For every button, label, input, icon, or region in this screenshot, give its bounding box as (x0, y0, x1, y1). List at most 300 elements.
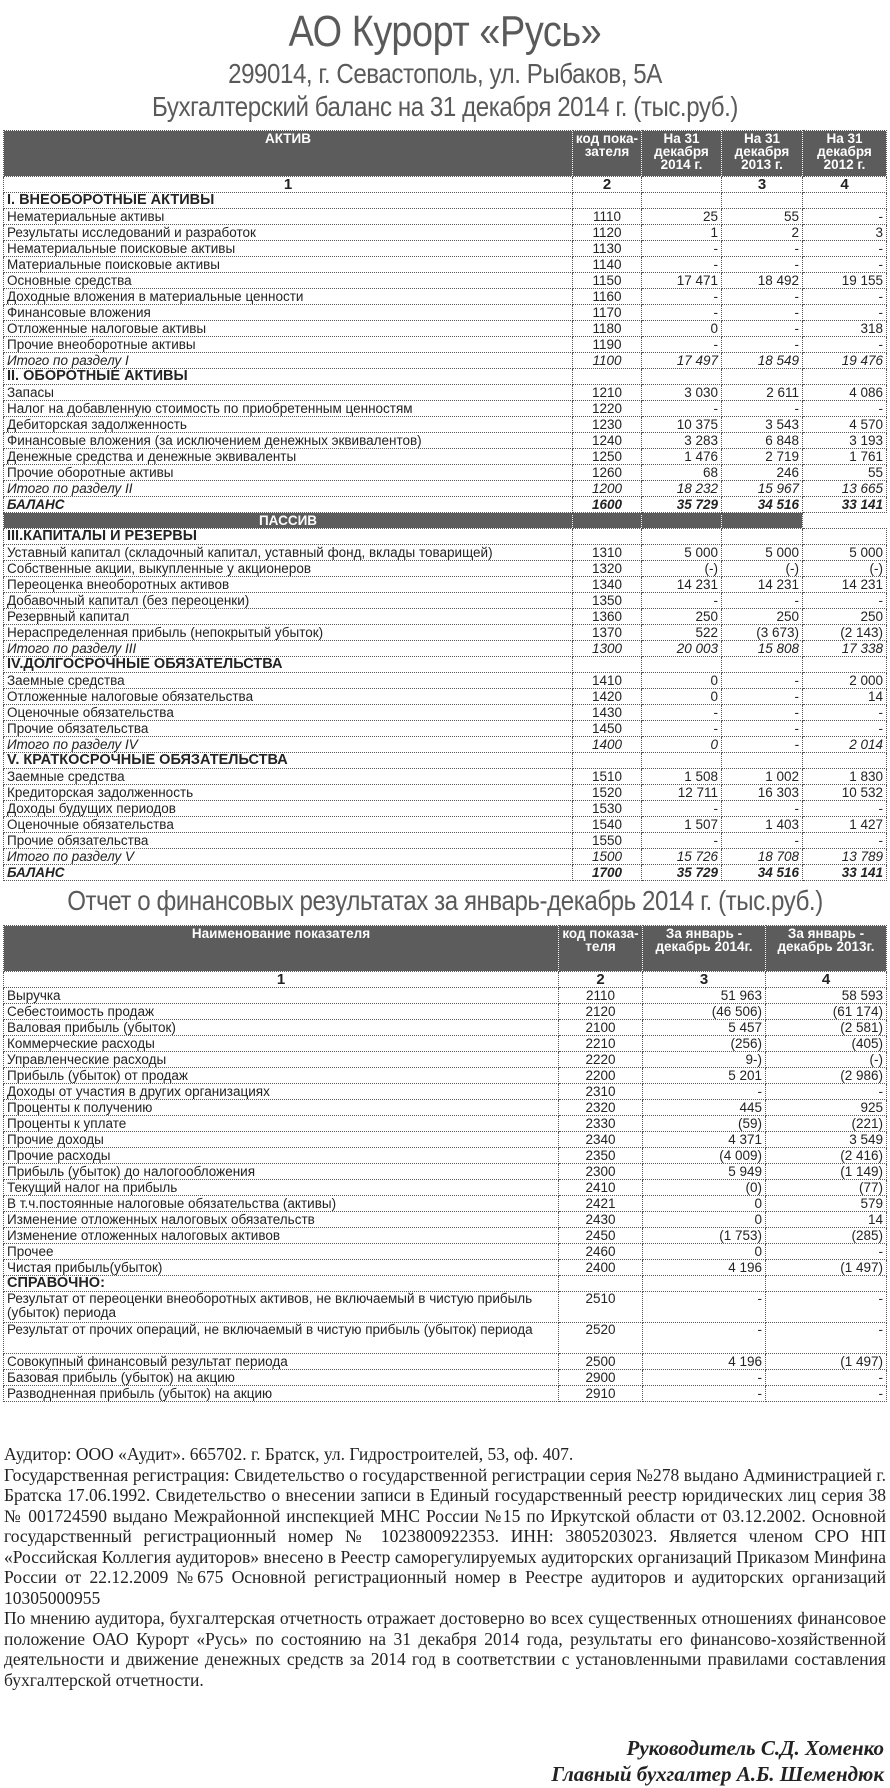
table-row (4, 721, 887, 737)
table-row (4, 577, 887, 593)
value-v2014: 4 196 (643, 1354, 766, 1370)
column-number-row (4, 177, 887, 193)
row-label: Прочие расходы (4, 1148, 559, 1164)
row-code: 2900 (559, 1370, 643, 1386)
value-v2012 (803, 529, 887, 545)
table-row (4, 225, 887, 241)
value-v2013: 6 848 (722, 433, 803, 449)
company-title: АО Курорт «Русь» (288, 7, 602, 56)
row-code: 1260 (573, 465, 642, 481)
value-v2013 (722, 529, 803, 545)
value-v2012: - (803, 257, 887, 273)
row-label: I. ВНЕОБОРОТНЫЕ АКТИВЫ (4, 193, 573, 209)
row-label: Отложенные налоговые активы (4, 321, 573, 337)
value-v2013: 3 549 (766, 1132, 887, 1148)
value-v2012: - (803, 289, 887, 305)
value-v2012: 19 476 (803, 353, 887, 369)
table-row (4, 561, 887, 577)
row-label: Результаты исследований и разработок (4, 225, 573, 241)
value-v2014: - (642, 241, 722, 257)
value-v2014: - (642, 289, 722, 305)
row-code (573, 529, 642, 545)
table-row (4, 1228, 887, 1244)
value-v2014: - (643, 1386, 766, 1402)
table-row (4, 833, 887, 849)
value-v2014: 14 231 (642, 577, 722, 593)
row-label: Отложенные налоговые обязательства (4, 689, 573, 705)
col-header-2013: За январь - декабрь 2013г. (766, 926, 887, 972)
section-header-row (4, 753, 887, 769)
value-v2013: 2 611 (722, 385, 803, 401)
value-v2014 (642, 369, 722, 385)
value-v2012: - (803, 705, 887, 721)
value-v2013: (3 673) (722, 625, 803, 641)
row-label: Запасы (4, 385, 573, 401)
value-v2014: 0 (642, 673, 722, 689)
row-label: Изменение отложенных налоговых активов (4, 1228, 559, 1244)
row-label: Чистая прибыль(убыток) (4, 1260, 559, 1276)
row-label: Оценочные обязательства (4, 817, 573, 833)
row-code: 1210 (573, 385, 642, 401)
row-label: Нематериальные активы (4, 209, 573, 225)
fin-results-body (4, 972, 887, 1402)
value-v2012: 55 (803, 465, 887, 481)
value-v2014: - (642, 401, 722, 417)
auditor-line: Аудитор: ООО «Аудит». 665702. г. Братск, ул. Гидростроителей, 53, оф. 407. (4, 1444, 574, 1464)
table-row (4, 273, 887, 289)
balance-body (4, 177, 887, 881)
value-v2014: 0 (642, 737, 722, 753)
value-v2014: 12 711 (642, 785, 722, 801)
value-v2014: 0 (643, 1244, 766, 1260)
table-row (4, 257, 887, 273)
col-header-2012: На 31 декабря 2012 г. (803, 131, 887, 177)
row-label: Собственные акции, выкупленные у акционеров (4, 561, 573, 577)
row-label: III.КАПИТАЛЫ И РЕЗЕРВЫ (4, 529, 573, 545)
row-code: 2310 (559, 1084, 643, 1100)
value-v2013: 15 808 (722, 641, 803, 657)
row-label: Уставный капитал (складочный капитал, уставный фонд, вклады товарищей) (4, 545, 573, 561)
row-code: 1600 (573, 497, 642, 513)
col-header-indicator: Наименование показателя (4, 926, 559, 972)
auditor-opinion: По мнению аудитора, бухгалтерская отчетность отражает достоверно во всех существенных отношениях финансовое положение ОАО Курорт «Русь» по состоянию на 31 декабря 2014 года, результаты его финансово-хозяйственной деятельности и движение денежных средств за 2014 год в соответствии с установленными правилами составления бухгалтерской отчетности. (4, 1608, 886, 1690)
value-v2014: (-) (642, 561, 722, 577)
company-address: 299014, г. Севастополь, ул. Рыбаков, 5А (228, 58, 662, 89)
table-row (4, 1068, 887, 1084)
row-code: 1530 (573, 801, 642, 817)
value-v2014: - (642, 721, 722, 737)
value-v2014: 17 497 (642, 353, 722, 369)
value-v2013: - (766, 1386, 887, 1402)
table-row (4, 545, 887, 561)
row-code: 1220 (573, 401, 642, 417)
value-v2014: 522 (642, 625, 722, 641)
value-v2013: - (766, 1370, 887, 1386)
row-code: 2200 (559, 1068, 643, 1084)
row-code: 2430 (559, 1212, 643, 1228)
table-row (4, 689, 887, 705)
value-v2013: 246 (722, 465, 803, 481)
value-v2013: 16 303 (722, 785, 803, 801)
value-v2014 (642, 657, 722, 673)
value-v2012: - (803, 801, 887, 817)
row-label: Доходы от участия в других организациях (4, 1084, 559, 1100)
table-row (4, 1004, 887, 1020)
row-label: Финансовые вложения (за исключением денежных эквивалентов) (4, 433, 573, 449)
row-code: 2100 (559, 1020, 643, 1036)
value-v2013: 2 (722, 225, 803, 241)
signature-accountant: Главный бухгалтер А.Б. Шемендюк (551, 1762, 884, 1786)
value-v2013 (722, 193, 803, 209)
row-label: Результат от прочих операций, не включаемый в чистую прибыль (убыток) периода (4, 1323, 559, 1354)
row-code: 2110 (559, 988, 643, 1004)
value-v2014: - (642, 593, 722, 609)
value-v2014: 1 (642, 225, 722, 241)
value-v2014 (642, 753, 722, 769)
row-code: 1520 (573, 785, 642, 801)
value-v2014: 5 000 (642, 545, 722, 561)
row-code: 2910 (559, 1386, 643, 1402)
value-v2012: 2 014 (803, 737, 887, 753)
value-v2013: 34 516 (722, 865, 803, 881)
row-code: 1450 (573, 721, 642, 737)
row-code: 1700 (573, 865, 642, 881)
table-row (4, 1292, 887, 1323)
band-cell (573, 513, 642, 529)
row-code: 2421 (559, 1196, 643, 1212)
value-v2014: 3 283 (642, 433, 722, 449)
row-label: Оценочные обязательства (4, 705, 573, 721)
table-row (4, 1386, 887, 1402)
value-v2013: 18 549 (722, 353, 803, 369)
table-row (4, 1020, 887, 1036)
value-v2014: 15 726 (642, 849, 722, 865)
table-row (4, 1180, 887, 1196)
section-header-row (4, 657, 887, 673)
table-row (4, 1244, 887, 1260)
table-row (4, 1036, 887, 1052)
table-row (4, 801, 887, 817)
row-code: 2410 (559, 1180, 643, 1196)
value-v2013: - (722, 241, 803, 257)
value-v2012 (803, 369, 887, 385)
row-code: 2510 (559, 1292, 643, 1323)
value-v2013: (405) (766, 1036, 887, 1052)
row-code: 1240 (573, 433, 642, 449)
row-code (573, 369, 642, 385)
row-code: 1350 (573, 593, 642, 609)
row-code: 1110 (573, 209, 642, 225)
value-v2014: 35 729 (642, 865, 722, 881)
row-code: 1430 (573, 705, 642, 721)
band-label: ПАССИВ (4, 513, 573, 529)
row-code: 1500 (573, 849, 642, 865)
section-header-row (4, 529, 887, 545)
table-row (4, 1116, 887, 1132)
row-label: IV.ДОЛГОСРОЧНЫЕ ОБЯЗАТЕЛЬСТВА (4, 657, 573, 673)
value-v2013 (766, 1276, 887, 1292)
row-code: 1180 (573, 321, 642, 337)
value-v2012: 1 427 (803, 817, 887, 833)
col-header-asset: АКТИВ (4, 131, 573, 177)
row-label: Прочие внеоборотные активы (4, 337, 573, 353)
col-number: 3 (643, 972, 766, 988)
col-number: 2 (559, 972, 643, 988)
col-number: 1 (4, 177, 573, 193)
table-row (4, 433, 887, 449)
value-v2014: - (643, 1370, 766, 1386)
value-v2014: - (642, 257, 722, 273)
value-v2013: - (722, 401, 803, 417)
row-code: 1170 (573, 305, 642, 321)
row-label: Кредиторская задолженность (4, 785, 573, 801)
value-v2012: 17 338 (803, 641, 887, 657)
row-label: Добавочный капитал (без переоценки) (4, 593, 573, 609)
value-v2012: - (803, 833, 887, 849)
value-v2014: - (642, 705, 722, 721)
value-v2013: 55 (722, 209, 803, 225)
value-v2014 (642, 529, 722, 545)
value-v2013: 14 (766, 1212, 887, 1228)
row-code (559, 1276, 643, 1292)
subtotal-row (4, 353, 887, 369)
table-row (4, 673, 887, 689)
table-row (4, 449, 887, 465)
col-number: 1 (4, 972, 559, 988)
table-row (4, 241, 887, 257)
value-v2014: (46 506) (643, 1004, 766, 1020)
value-v2014: (256) (643, 1036, 766, 1052)
row-code: 2120 (559, 1004, 643, 1020)
value-v2012 (803, 657, 887, 673)
row-label: Финансовые вложения (4, 305, 573, 321)
value-v2012: 4 570 (803, 417, 887, 433)
table-row (4, 1084, 887, 1100)
value-v2014: - (642, 305, 722, 321)
row-code (573, 193, 642, 209)
value-v2014: (59) (643, 1116, 766, 1132)
value-v2013: - (722, 593, 803, 609)
value-v2013: (61 174) (766, 1004, 887, 1020)
row-code: 1370 (573, 625, 642, 641)
section-header-row (4, 1276, 887, 1292)
value-v2013: (77) (766, 1180, 887, 1196)
value-v2013: - (722, 257, 803, 273)
value-v2012: 318 (803, 321, 887, 337)
table-row (4, 1370, 887, 1386)
value-v2013: - (766, 1244, 887, 1260)
value-v2012: 14 231 (803, 577, 887, 593)
table-row (4, 1132, 887, 1148)
value-v2014: - (642, 337, 722, 353)
row-code: 1510 (573, 769, 642, 785)
row-code: 2450 (559, 1228, 643, 1244)
row-label: Доходные вложения в материальные ценности (4, 289, 573, 305)
row-code: 1150 (573, 273, 642, 289)
value-v2014: 9-) (643, 1052, 766, 1068)
row-code: 1320 (573, 561, 642, 577)
value-v2014: - (643, 1292, 766, 1323)
value-v2014: 68 (642, 465, 722, 481)
row-label: Итого по разделу IV (4, 737, 573, 753)
value-v2012: 13 665 (803, 481, 887, 497)
financial-results-table (3, 925, 887, 1402)
row-code: 1340 (573, 577, 642, 593)
value-v2013 (722, 657, 803, 673)
row-code: 1120 (573, 225, 642, 241)
value-v2012 (803, 193, 887, 209)
total-row (4, 497, 887, 513)
value-v2014: (0) (643, 1180, 766, 1196)
row-label: Прочие оборотные активы (4, 465, 573, 481)
value-v2014: 0 (642, 321, 722, 337)
auditor-registration: Государственная регистрация: Свидетельство о государственной регистрации серия №278 выдано Администрацией г. Братска 17.06.1992. Свидетельство о внесении записи в Единый государственный реестр юридических лиц серия 38 № 001724590 выдано Межрайонной инспекцией МНС России №15 по Иркутской области от 03.12.2002. Основной государственный регистрационный номер № 1023800922353. ИНН: 3805203023. Является членом СРО НП «Российская Коллегия аудиторов» внесено в Реестр саморегулируемых аудиторских организаций Приказом Минфина России от 22.12.2009 №675 Основной регистрационный номер в Реестре аудиторов и аудиторских организаций 10305000955 (4, 1464, 886, 1608)
row-label: Итого по разделу I (4, 353, 573, 369)
subtotal-row (4, 481, 887, 497)
value-v2013: 58 593 (766, 988, 887, 1004)
table-row (4, 593, 887, 609)
table-row (4, 209, 887, 225)
value-v2012: (2 143) (803, 625, 887, 641)
row-label: Проценты к уплате (4, 1116, 559, 1132)
table-row (4, 1260, 887, 1276)
table-row (4, 988, 887, 1004)
table-row (4, 1212, 887, 1228)
value-v2013: - (722, 337, 803, 353)
row-code: 1300 (573, 641, 642, 657)
table-row (4, 785, 887, 801)
value-v2013: - (722, 721, 803, 737)
value-v2013: - (722, 289, 803, 305)
value-v2013 (722, 369, 803, 385)
row-code: 1250 (573, 449, 642, 465)
row-code: 2300 (559, 1164, 643, 1180)
fin-results-title: Отчет о финансовых результатах за январь-декабрь 2014 г. (тыс.руб.) (67, 885, 823, 916)
value-v2014: 18 232 (642, 481, 722, 497)
value-v2012: 3 (803, 225, 887, 241)
row-label: Материальные поисковые активы (4, 257, 573, 273)
col-header-code: код пока-зателя (573, 131, 642, 177)
row-label: II. ОБОРОТНЫЕ АКТИВЫ (4, 369, 573, 385)
value-v2013: 5 000 (722, 545, 803, 561)
row-label: Проценты к получению (4, 1100, 559, 1116)
row-code: 1130 (573, 241, 642, 257)
column-number-row (4, 972, 887, 988)
value-v2012: 1 830 (803, 769, 887, 785)
value-v2014: (4 009) (643, 1148, 766, 1164)
table-row (4, 305, 887, 321)
value-v2012: (-) (803, 561, 887, 577)
row-code: 2500 (559, 1354, 643, 1370)
value-v2013: - (722, 321, 803, 337)
value-v2012: 250 (803, 609, 887, 625)
value-v2013: 14 231 (722, 577, 803, 593)
value-v2013: 925 (766, 1100, 887, 1116)
row-code: 1400 (573, 737, 642, 753)
value-v2012: 10 532 (803, 785, 887, 801)
balance-title: Бухгалтерский баланс на 31 декабря 2014 г. (тыс.руб.) (152, 91, 738, 122)
row-code: 2460 (559, 1244, 643, 1260)
value-v2013: 579 (766, 1196, 887, 1212)
row-code (573, 657, 642, 673)
total-row (4, 865, 887, 881)
row-label: Совокупный финансовый результат периода (4, 1354, 559, 1370)
row-label: Прочее (4, 1244, 559, 1260)
band-cell (642, 513, 722, 529)
value-v2014 (643, 1276, 766, 1292)
table-row (4, 385, 887, 401)
row-label: Денежные средства и денежные эквиваленты (4, 449, 573, 465)
table-row (4, 625, 887, 641)
value-v2014: 10 375 (642, 417, 722, 433)
row-code: 1410 (573, 673, 642, 689)
row-code: 1200 (573, 481, 642, 497)
row-label: Результат от переоценки внеоборотных активов, не включаемый в чистую прибыль (убыток) периода (4, 1292, 559, 1323)
table-row (4, 337, 887, 353)
row-label: Прочие обязательства (4, 833, 573, 849)
table-row (4, 705, 887, 721)
table-row (4, 1100, 887, 1116)
value-v2013: 1 403 (722, 817, 803, 833)
signature-head: Руководитель С.Д. Хоменко (626, 1736, 884, 1760)
value-v2013: (-) (722, 561, 803, 577)
row-label: Переоценка внеоборотных активов (4, 577, 573, 593)
row-label: Прибыль (убыток) до налогообложения (4, 1164, 559, 1180)
value-v2012: 4 086 (803, 385, 887, 401)
table-row (4, 817, 887, 833)
value-v2013: - (722, 833, 803, 849)
value-v2013: (1 497) (766, 1354, 887, 1370)
table-row (4, 1052, 887, 1068)
row-label: Текущий налог на прибыль (4, 1180, 559, 1196)
value-v2012: 2 000 (803, 673, 887, 689)
value-v2014: (1 753) (643, 1228, 766, 1244)
value-v2013: - (722, 673, 803, 689)
row-label: Заемные средства (4, 673, 573, 689)
value-v2014: 5 457 (643, 1020, 766, 1036)
value-v2013: 3 543 (722, 417, 803, 433)
value-v2013: - (766, 1084, 887, 1100)
value-v2012: - (803, 593, 887, 609)
table-row (4, 769, 887, 785)
value-v2012: 19 155 (803, 273, 887, 289)
col-header-code: код показа-теля (559, 926, 643, 972)
value-v2013: 2 719 (722, 449, 803, 465)
row-label: Валовая прибыль (убыток) (4, 1020, 559, 1036)
row-code: 2220 (559, 1052, 643, 1068)
value-v2013: - (766, 1292, 887, 1323)
col-number: 4 (803, 177, 887, 193)
row-code: 1310 (573, 545, 642, 561)
value-v2013: - (722, 737, 803, 753)
value-v2013: 15 967 (722, 481, 803, 497)
row-label: Коммерческие расходы (4, 1036, 559, 1052)
row-label: Себестоимость продаж (4, 1004, 559, 1020)
value-v2014: - (643, 1084, 766, 1100)
row-code: 1160 (573, 289, 642, 305)
row-code: 1420 (573, 689, 642, 705)
row-label: Прочие обязательства (4, 721, 573, 737)
row-label: Заемные средства (4, 769, 573, 785)
value-v2013 (722, 753, 803, 769)
value-v2013: 250 (722, 609, 803, 625)
subtotal-row (4, 849, 887, 865)
value-v2014: 51 963 (643, 988, 766, 1004)
col-number: 3 (722, 177, 803, 193)
col-header-2014: За январь - декабрь 2014г. (643, 926, 766, 972)
table-row (4, 417, 887, 433)
table-row (4, 1323, 887, 1354)
